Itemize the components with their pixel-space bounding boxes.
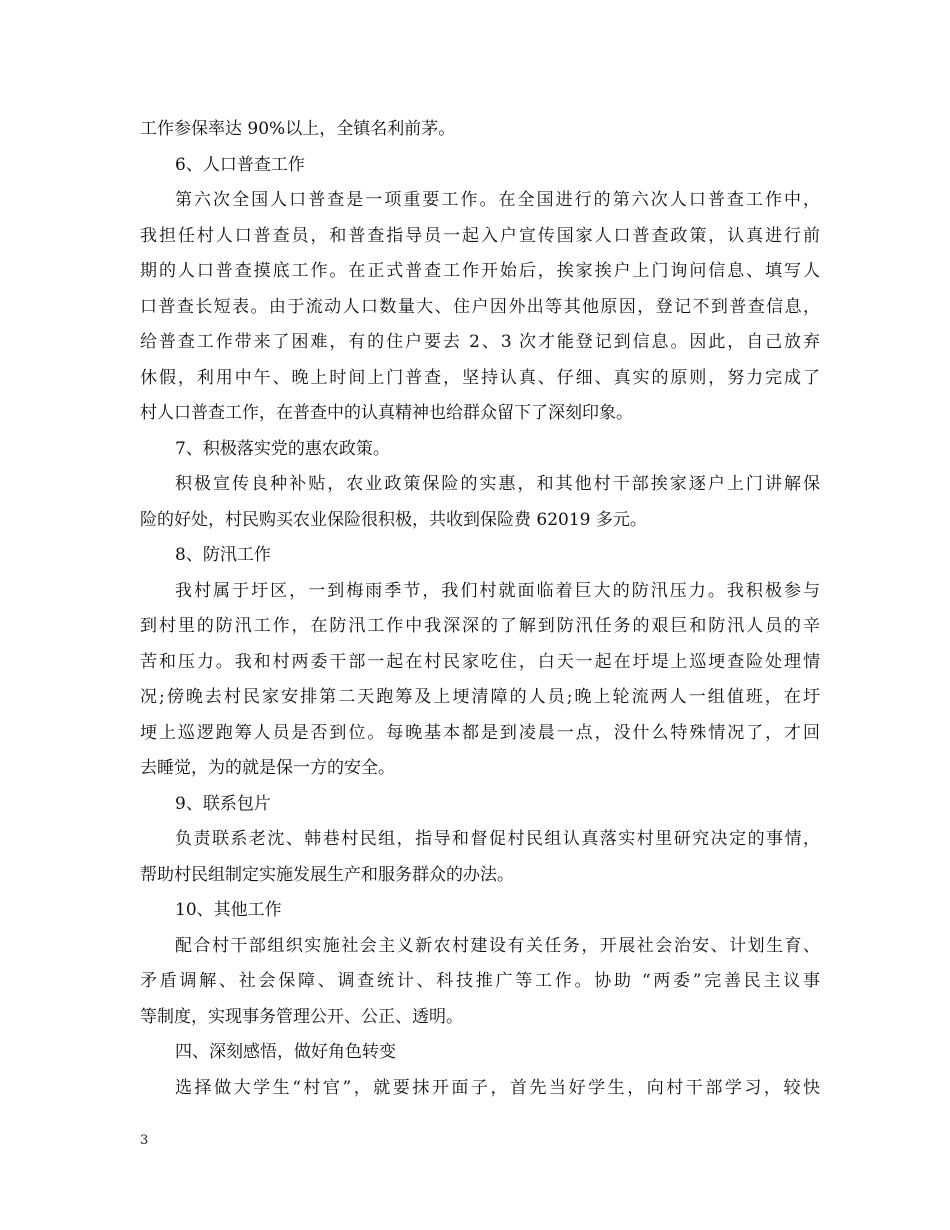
text-line: 等制度，实现事务管理公开、公正、透明。 xyxy=(140,1006,463,1027)
text-line: 苦和压力。我和村两委干部一起在村民家吃住，白天一起在圩堤上巡埂查险处理情 xyxy=(140,651,820,672)
text-line: 矛盾调解、社会保障、调查统计、科技推广等工作。协助 “两委”完善民主议事 xyxy=(140,971,820,991)
text-line: 第六次全国人口普查是一项重要工作。在全国进行的第六次人口普查工作中， xyxy=(175,190,820,210)
document-body xyxy=(140,112,820,1106)
text-line: 去睡觉，为的就是保一方的安全。 xyxy=(140,758,395,778)
text-line: 帮助村民组制定实施发展生产和服务群众的办法。 xyxy=(140,864,514,885)
text-line: 选择做大学生“村官”，就要抹开面子，首先当好学生，向村干部学习，较快 xyxy=(175,1077,820,1098)
text-line: 6、人口普查工作 xyxy=(175,154,305,175)
text-line: 四、深刻感悟，做好角色转变 xyxy=(175,1042,396,1062)
text-line: 负责联系老沈、韩巷村民组，指导和督促村民组认真落实村里研究决定的事情， xyxy=(175,829,820,849)
text-line: 配合村干部组织实施社会主义新农村建设有关任务，开展社会治安、计划生育、 xyxy=(175,935,820,956)
text-line: 埂上巡逻跑筹人员是否到位。每晚基本都是到凌晨一点，没什么特殊情况了，才回 xyxy=(140,722,820,743)
text-line: 10、其他工作 xyxy=(175,900,282,920)
text-line: 7、积极落实党的惠农政策。 xyxy=(175,438,390,459)
text-line: 险的好处，村民购买农业保险很积极，共收到保险费 62019 多元。 xyxy=(140,509,647,530)
text-line: 给普查工作带来了困难，有的住户要去 2、3 次才能登记到信息。因此，自己放弃 xyxy=(140,332,820,352)
text-line: 9、联系包片 xyxy=(175,793,271,814)
text-line: 我担任村人口普查员，和普查指导员一起入户宣传国家人口普查政策，认真进行前 xyxy=(140,225,820,246)
text-line: 积极宣传良种补贴，农业政策保险的实惠，和其他村干部挨家逐户上门讲解保 xyxy=(175,474,820,494)
text-line: 村人口普查工作，在普查中的认真精神也给群众留下了深刻印象。 xyxy=(140,403,633,423)
text-line: 休假，利用中午、晚上时间上门普查，坚持认真、仔细、真实的原则，努力完成了 xyxy=(140,367,820,388)
text-line: 8、防汛工作 xyxy=(175,545,271,565)
text-line: 到村里的防汛工作，在防汛工作中我深深的了解到防汛任务的艰巨和防汛人员的辛 xyxy=(140,616,820,636)
text-line: 况;傍晚去村民家安排第二天跑筹及上埂清障的人员;晚上轮流两人一组值班，在圩 xyxy=(140,687,820,707)
text-line: 工作参保率达 90%以上，全镇名利前茅。 xyxy=(140,119,456,139)
text-line: 我村属于圩区，一到梅雨季节，我们村就面临着巨大的防汛压力。我积极参与 xyxy=(175,580,820,601)
page-number: 3 xyxy=(140,1133,149,1148)
text-line: 期的人口普查摸底工作。在正式普查工作开始后，挨家挨户上门询问信息、填写人 xyxy=(140,261,820,281)
text-line: 口普查长短表。由于流动人口数量大、住户因外出等其他原因，登记不到普查信息， xyxy=(140,296,820,317)
